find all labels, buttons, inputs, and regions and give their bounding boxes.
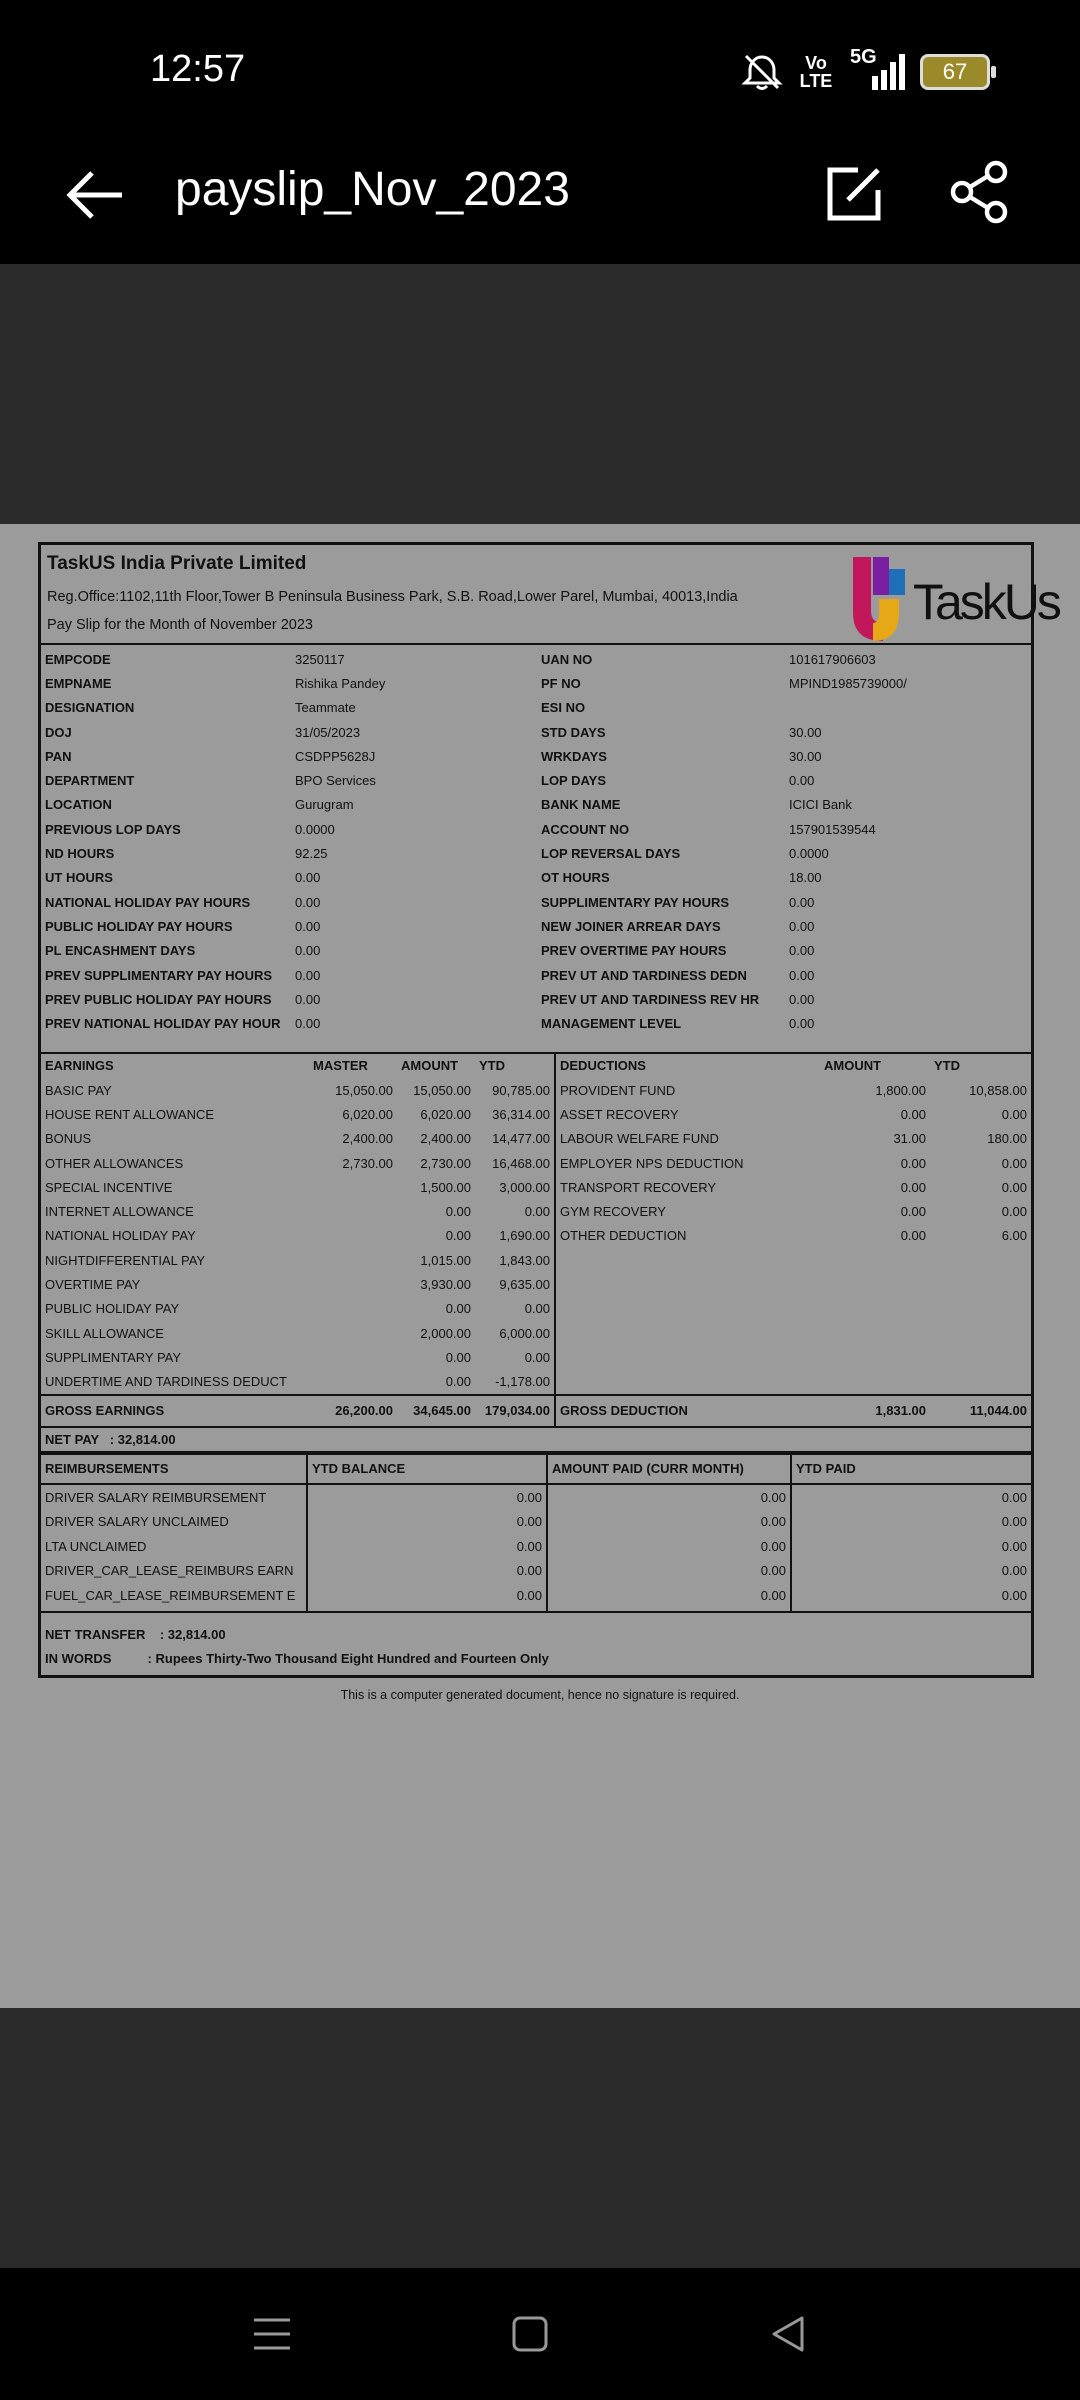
gross-deduction-amount: 1,831.00 [820, 1395, 930, 1427]
info-row [41, 696, 1031, 720]
reimbursements-table [41, 1453, 1031, 1612]
earning-name: PUBLIC HOLIDAY PAY [45, 1301, 180, 1317]
info-value: 92.25 [295, 846, 328, 862]
info-value: 0.00 [789, 967, 815, 983]
info-label: ESI NO [541, 700, 586, 716]
deduction-ytd: 0.00 [1001, 1106, 1027, 1122]
info-value: 18.00 [789, 870, 822, 886]
earning-master [309, 1297, 397, 1321]
earnings-row [41, 1297, 1031, 1321]
master-heading: MASTER [313, 1058, 368, 1074]
reimbursement-row [41, 1534, 1031, 1559]
ytd-balance: 0.00 [307, 1509, 547, 1534]
deduction-ytd: 10,858.00 [969, 1082, 1027, 1098]
employee-info-table [41, 647, 1031, 1036]
earning-master: 6,020.00 [342, 1106, 393, 1122]
deduction-amount: 1,800.00 [875, 1082, 926, 1098]
document-title: payslip_Nov_2023 [175, 163, 570, 216]
info-label: PUBLIC HOLIDAY PAY HOURS [45, 918, 233, 934]
reimbursement-name: DRIVER SALARY UNCLAIMED [41, 1509, 307, 1534]
info-row [41, 793, 1031, 817]
gross-master: 26,200.00 [309, 1395, 397, 1427]
earning-ytd: 36,314.00 [492, 1106, 550, 1122]
deduction-ytd: 0.00 [1001, 1155, 1027, 1171]
deduction-ytd [930, 1370, 1031, 1395]
gross-amount: 34,645.00 [397, 1395, 475, 1427]
info-row [41, 1011, 1031, 1035]
earnings-row [41, 1151, 1031, 1175]
network-type: 5G [850, 46, 877, 68]
company-name: TaskUS India Private Limited [47, 553, 307, 574]
info-value: 31/05/2023 [295, 724, 361, 740]
share-icon[interactable] [948, 160, 1012, 224]
info-value: 0.00 [789, 894, 815, 910]
reimbursement-row [41, 1509, 1031, 1534]
info-label: EMPCODE [45, 651, 111, 667]
info-label: PREV SUPPLIMENTARY PAY HOURS [45, 967, 273, 983]
reimbursements-header-row [41, 1454, 1031, 1484]
info-label: PAN [45, 748, 72, 764]
earning-name: SKILL ALLOWANCE [45, 1325, 164, 1341]
net-pay: NET PAY : 32,814.00 [41, 1428, 1031, 1453]
earning-ytd: 0.00 [524, 1301, 550, 1317]
info-row [41, 720, 1031, 744]
deduction-name: GYM RECOVERY [555, 1200, 820, 1224]
earning-amount: 0.00 [445, 1349, 471, 1365]
earning-ytd: 14,477.00 [492, 1131, 550, 1147]
info-value: 0.00 [295, 918, 321, 934]
edit-icon[interactable] [822, 162, 886, 226]
earning-name: OTHER ALLOWANCES [45, 1155, 184, 1171]
earning-name: INTERNET ALLOWANCE [45, 1204, 194, 1220]
deduction-amount [820, 1321, 930, 1345]
earning-ytd: 0.00 [524, 1349, 550, 1365]
amount-paid: 0.00 [547, 1583, 791, 1612]
info-label: STD DAYS [541, 724, 606, 740]
info-value: MPIND1985739000/ [789, 675, 907, 691]
info-row [41, 647, 1031, 671]
deduction-name [555, 1321, 820, 1345]
earning-name: HOUSE RENT ALLOWANCE [45, 1106, 215, 1122]
reimbursement-row [41, 1558, 1031, 1583]
deduction-name [555, 1248, 820, 1272]
info-value: 0.00 [295, 894, 321, 910]
gross-deduction-label: GROSS DEDUCTION [555, 1395, 820, 1427]
earning-ytd: 9,635.00 [499, 1277, 550, 1293]
info-row [41, 841, 1031, 865]
earnings-row [41, 1272, 1031, 1296]
gross-deduction-ytd: 11,044.00 [930, 1395, 1031, 1427]
deduction-name [555, 1370, 820, 1395]
deduction-ytd [930, 1297, 1031, 1321]
info-label: UAN NO [541, 651, 593, 667]
info-row [41, 987, 1031, 1011]
info-row [41, 963, 1031, 987]
deduction-ytd [930, 1248, 1031, 1272]
taskus-logo [853, 551, 1059, 641]
info-value: 0.00 [295, 1016, 321, 1032]
earning-name: BASIC PAY [45, 1082, 112, 1098]
deduction-amount [820, 1272, 930, 1296]
ytd-paid: 0.00 [1001, 1514, 1027, 1530]
reimbursements-heading: REIMBURSEMENTS [41, 1454, 307, 1484]
home-icon[interactable] [508, 2312, 552, 2356]
earning-amount: 1,015.00 [420, 1252, 471, 1268]
earning-amount: 0.00 [445, 1228, 471, 1244]
info-label: ND HOURS [45, 846, 115, 862]
deduction-amount: 31.00 [893, 1131, 926, 1147]
gross-row [41, 1395, 1031, 1427]
info-value: 0.00 [789, 943, 815, 959]
status-bar [0, 0, 1080, 140]
info-label: DEPARTMENT [45, 773, 135, 789]
ytd-balance: 0.00 [307, 1484, 547, 1510]
earning-name: OVERTIME PAY [45, 1277, 141, 1293]
deduction-amount [820, 1297, 930, 1321]
ytd-balance: 0.00 [307, 1583, 547, 1612]
earning-ytd: 6,000.00 [499, 1325, 550, 1341]
back-arrow-icon[interactable] [62, 160, 132, 230]
ytd-paid: 0.00 [1001, 1538, 1027, 1554]
info-value: 0.00 [789, 918, 815, 934]
earning-master: 2,730.00 [342, 1155, 393, 1171]
info-label: LOP REVERSAL DAYS [541, 846, 681, 862]
info-value: 0.0000 [789, 846, 829, 862]
info-value: 0.0000 [295, 821, 335, 837]
earning-amount: 0.00 [445, 1301, 471, 1317]
battery-level: 67 [942, 59, 968, 84]
earning-amount: 0.00 [445, 1204, 471, 1220]
info-label: MANAGEMENT LEVEL [541, 1016, 682, 1032]
deduction-amount: 0.00 [900, 1228, 926, 1244]
ytd-paid-heading: YTD PAID [791, 1454, 1031, 1484]
net-transfer: NET TRANSFER : 32,814.00 [45, 1627, 226, 1643]
deduction-name: LABOUR WELFARE FUND [555, 1127, 820, 1151]
info-label: PL ENCASHMENT DAYS [45, 943, 196, 959]
earning-amount: 0.00 [445, 1374, 471, 1390]
amount-paid: 0.00 [547, 1484, 791, 1510]
info-label: PF NO [541, 675, 581, 691]
info-row [41, 817, 1031, 841]
payslip-footer [41, 1611, 1031, 1675]
amount-paid: 0.00 [547, 1509, 791, 1534]
earning-name: BONUS [45, 1131, 92, 1147]
info-label: DOJ [45, 724, 72, 740]
deduction-amount: 0.00 [900, 1155, 926, 1171]
deduction-ytd-heading: YTD [934, 1058, 960, 1074]
info-row [41, 914, 1031, 938]
info-row [41, 768, 1031, 792]
ytd-paid: 0.00 [1001, 1489, 1027, 1505]
earning-master [309, 1321, 397, 1345]
status-time: 12:57 [150, 48, 246, 90]
earning-amount: 15,050.00 [413, 1082, 471, 1098]
earnings-row [41, 1078, 1031, 1102]
earning-master: 2,400.00 [342, 1131, 393, 1147]
earning-ytd: -1,178.00 [495, 1374, 550, 1390]
info-value: 0.00 [295, 991, 321, 1007]
reimbursement-row [41, 1583, 1031, 1612]
ytd-balance: 0.00 [307, 1534, 547, 1559]
info-value: 30.00 [789, 748, 822, 764]
pay-month: Pay Slip for the Month of November 2023 [47, 617, 313, 633]
back-icon[interactable] [766, 2312, 810, 2356]
info-label: PREV PUBLIC HOLIDAY PAY HOURS [45, 991, 272, 1007]
info-label: PREV NATIONAL HOLIDAY PAY HOUR [45, 1016, 281, 1032]
info-label: SUPPLIMENTARY PAY HOURS [541, 894, 730, 910]
ytd-heading: YTD [479, 1058, 505, 1074]
earning-name: SUPPLIMENTARY PAY [45, 1349, 182, 1365]
info-label: ACCOUNT NO [541, 821, 630, 837]
info-label: BANK NAME [541, 797, 621, 813]
earnings-row [41, 1321, 1031, 1345]
earning-master [309, 1224, 397, 1248]
deduction-amount-heading: AMOUNT [824, 1058, 882, 1074]
earning-name: NATIONAL HOLIDAY PAY [45, 1228, 196, 1244]
info-value: 3250117 [295, 651, 345, 667]
ytd-paid: 0.00 [1001, 1587, 1027, 1603]
info-label: LOP DAYS [541, 773, 607, 789]
deductions-heading: DEDUCTIONS [555, 1053, 820, 1078]
amount-heading: AMOUNT [401, 1058, 459, 1074]
info-value: 0.00 [789, 991, 815, 1007]
registered-office: Reg.Office:1102,11th Floor,Tower B Peninsula Business Park, S.B. Road,Lower Parel, Mumbai, 40013,India [47, 589, 738, 605]
info-row [41, 671, 1031, 695]
mute-icon [740, 52, 784, 92]
earning-master [309, 1175, 397, 1199]
earning-name: UNDERTIME AND TARDINESS DEDUCT [45, 1374, 287, 1390]
deduction-ytd: 0.00 [1001, 1204, 1027, 1220]
reimbursement-name: DRIVER_CAR_LEASE_REIMBURS EARN [41, 1558, 307, 1583]
earning-amount: 2,400.00 [420, 1131, 471, 1147]
deduction-amount [820, 1248, 930, 1272]
info-value: 0.00 [295, 870, 321, 886]
deduction-ytd: 180.00 [987, 1131, 1027, 1147]
reimbursement-name: FUEL_CAR_LEASE_REIMBURSEMENT E [41, 1583, 307, 1612]
info-row [41, 939, 1031, 963]
reimbursement-row [41, 1484, 1031, 1510]
amount-paid: 0.00 [547, 1534, 791, 1559]
payslip [38, 542, 1059, 1678]
deduction-name: OTHER DEDUCTION [555, 1224, 820, 1248]
info-value: 0.00 [789, 773, 815, 789]
deduction-name [555, 1272, 820, 1296]
earnings-row [41, 1224, 1031, 1248]
amount-in-words: IN WORDS : Rupees Thirty-Two Thousand Eight Hundred and Fourteen Only [45, 1651, 549, 1667]
earning-ytd: 0.00 [524, 1204, 550, 1220]
status-icons [740, 46, 990, 92]
logo-text: TaskUs [913, 574, 1059, 630]
earning-amount: 2,000.00 [420, 1325, 471, 1341]
info-value: Gurugram [295, 797, 354, 813]
deduction-ytd [930, 1321, 1031, 1345]
earning-ytd: 90,785.00 [492, 1082, 550, 1098]
ytd-balance-heading: YTD BALANCE [307, 1454, 547, 1484]
deduction-ytd: 6.00 [1001, 1228, 1027, 1244]
info-value: 0.00 [789, 1016, 815, 1032]
info-value: 0.00 [295, 943, 321, 959]
info-label: NATIONAL HOLIDAY PAY HOURS [45, 894, 251, 910]
earning-ytd: 16,468.00 [492, 1155, 550, 1171]
deduction-name: PROVIDENT FUND [555, 1078, 820, 1102]
deduction-name: EMPLOYER NPS DEDUCTION [555, 1151, 820, 1175]
info-value: Teammate [295, 700, 356, 716]
info-label: DESIGNATION [45, 700, 135, 716]
deduction-amount [820, 1370, 930, 1395]
app-bar [0, 140, 1080, 264]
earnings-header-row [41, 1053, 1031, 1078]
earning-amount: 3,930.00 [420, 1277, 471, 1293]
earning-ytd: 3,000.00 [499, 1179, 550, 1195]
computer-generated-note: This is a computer generated document, hence no signature is required. [340, 1688, 740, 1702]
ytd-paid: 0.00 [1001, 1563, 1027, 1579]
document-page [0, 524, 1080, 2008]
signal-icon [848, 46, 906, 92]
info-label: NEW JOINER ARREAR DAYS [541, 918, 721, 934]
info-label: OT HOURS [541, 870, 610, 886]
earnings-row [41, 1345, 1031, 1369]
info-row [41, 744, 1031, 768]
earning-master [309, 1248, 397, 1272]
earnings-row [41, 1175, 1031, 1199]
earning-amount: 6,020.00 [420, 1106, 471, 1122]
gross-ytd: 179,034.00 [475, 1395, 555, 1427]
earning-master [309, 1200, 397, 1224]
earning-master: 15,050.00 [335, 1082, 393, 1098]
info-value: BPO Services [295, 773, 376, 789]
info-label: UT HOURS [45, 870, 113, 886]
earnings-row [41, 1370, 1031, 1395]
reimbursement-name: DRIVER SALARY REIMBURSEMENT [41, 1484, 307, 1510]
earning-ytd: 1,690.00 [499, 1228, 550, 1244]
earning-amount: 1,500.00 [420, 1179, 471, 1195]
earning-ytd: 1,843.00 [499, 1252, 550, 1268]
info-label: WRKDAYS [541, 748, 607, 764]
deduction-amount [820, 1345, 930, 1369]
deduction-ytd [930, 1272, 1031, 1296]
info-value [785, 696, 1031, 720]
deduction-name: TRANSPORT RECOVERY [555, 1175, 820, 1199]
ytd-balance: 0.00 [307, 1558, 547, 1583]
amount-paid-heading: AMOUNT PAID (CURR MONTH) [547, 1454, 791, 1484]
volte-indicator: Vo LTE [799, 53, 833, 91]
earning-amount: 2,730.00 [420, 1155, 471, 1171]
info-label: EMPNAME [45, 675, 112, 691]
earning-master [309, 1345, 397, 1369]
info-row [41, 866, 1031, 890]
earning-name: SPECIAL INCENTIVE [45, 1179, 173, 1195]
info-label: PREV UT AND TARDINESS REV HR [541, 991, 760, 1007]
info-label: PREV UT AND TARDINESS DEDN [541, 967, 747, 983]
deduction-ytd: 0.00 [1001, 1179, 1027, 1195]
earnings-row [41, 1200, 1031, 1224]
deduction-name [555, 1297, 820, 1321]
earnings-deductions-table [41, 1052, 1031, 1428]
info-label: PREVIOUS LOP DAYS [45, 821, 181, 837]
info-label: PREV OVERTIME PAY HOURS [541, 943, 727, 959]
deduction-amount: 0.00 [900, 1204, 926, 1220]
amount-paid: 0.00 [547, 1558, 791, 1583]
battery-indicator [920, 54, 990, 90]
info-value: ICICI Bank [789, 797, 852, 813]
info-row [41, 890, 1031, 914]
deduction-amount: 0.00 [900, 1106, 926, 1122]
navigation-bar [0, 2268, 1080, 2400]
earning-name: NIGHTDIFFERENTIAL PAY [45, 1252, 206, 1268]
recent-apps-icon[interactable] [250, 2312, 294, 2356]
deduction-ytd [930, 1345, 1031, 1369]
deduction-name [555, 1345, 820, 1369]
deduction-name: ASSET RECOVERY [555, 1102, 820, 1126]
earnings-row [41, 1248, 1031, 1272]
deduction-amount: 0.00 [900, 1179, 926, 1195]
info-value: 101617906603 [789, 651, 876, 667]
payslip-header [41, 545, 1059, 645]
info-value: CSDPP5628J [295, 748, 376, 764]
info-label: LOCATION [45, 797, 112, 813]
earnings-row [41, 1102, 1031, 1126]
reimbursement-name: LTA UNCLAIMED [41, 1534, 307, 1559]
earnings-heading: EARNINGS [45, 1058, 114, 1074]
info-value: 0.00 [295, 967, 321, 983]
earning-master [309, 1370, 397, 1395]
gross-earnings-label: GROSS EARNINGS [41, 1395, 309, 1427]
info-value: 30.00 [789, 724, 822, 740]
earning-master [309, 1272, 397, 1296]
info-value: 157901539544 [789, 821, 876, 837]
earnings-row [41, 1127, 1031, 1151]
info-value: Rishika Pandey [295, 675, 386, 691]
